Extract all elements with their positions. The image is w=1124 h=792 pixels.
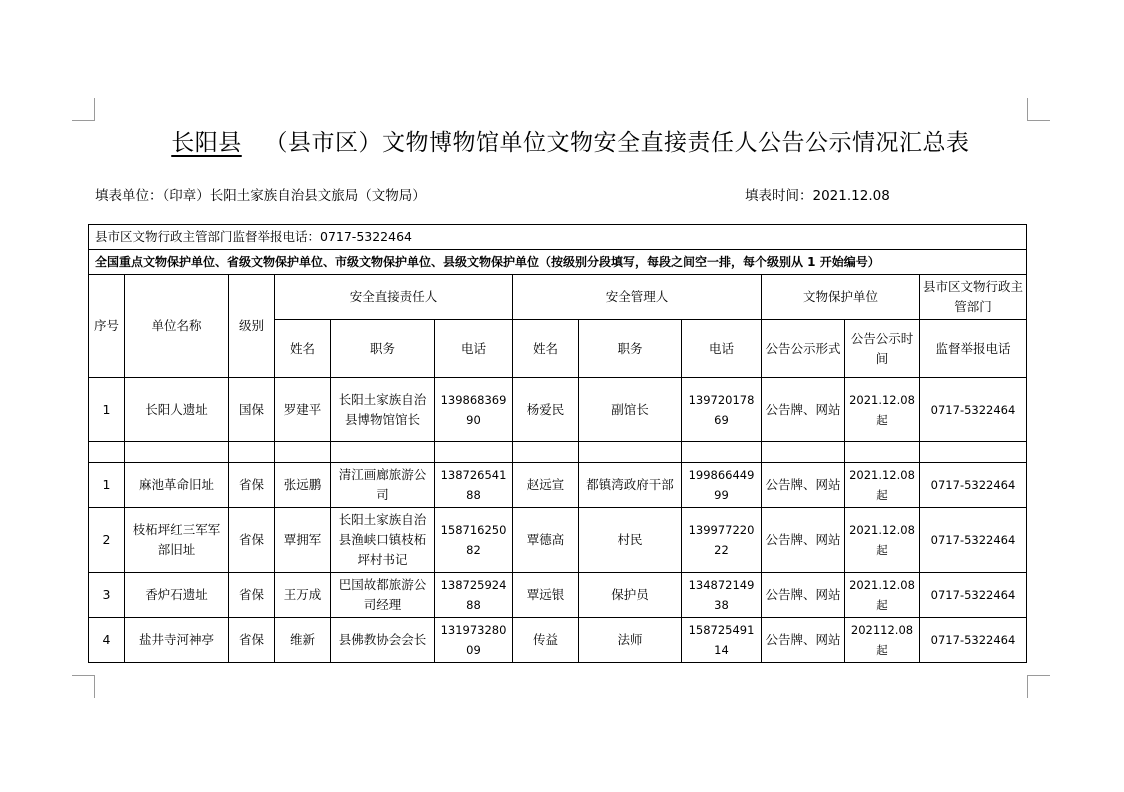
cell-seq: 1 [89, 463, 125, 508]
cell-notice-form: 公告牌、网站 [762, 508, 845, 573]
cell-unit: 盐井寺河神亭 [125, 618, 229, 663]
header-row-1 [89, 275, 1027, 320]
phone-line-row [89, 225, 1027, 250]
cell-manager-phone: 13972017869 [682, 378, 762, 442]
header-direct-person: 安全直接责任人 [275, 275, 513, 320]
spacer-row [89, 442, 1027, 463]
header-name: 姓名 [275, 320, 331, 378]
category-line: 全国重点文物保护单位、省级文物保护单位、市级文物保护单位、县级文物保护单位（按级别分段填写，每段之间空一排，每个级别从 1 开始编号） [89, 250, 1027, 275]
cell-phone: 13872654188 [435, 463, 513, 508]
cell-phone: 13197328009 [435, 618, 513, 663]
cell-level: 省保 [229, 508, 275, 573]
header-safety-manager: 安全管理人 [513, 275, 762, 320]
cell-manager-position: 副馆长 [579, 378, 682, 442]
cell-unit: 香炉石遗址 [125, 573, 229, 618]
cell-phone: 13872592488 [435, 573, 513, 618]
cell-level: 国保 [229, 378, 275, 442]
cell-manager-phone: 19986644999 [682, 463, 762, 508]
cell-manager: 杨爱民 [513, 378, 579, 442]
fill-unit: 填表单位：（印章）长阳土家族自治县文旅局（文物局） [95, 188, 426, 204]
cell-seq: 1 [89, 378, 125, 442]
cell-unit: 枝柘坪红三军军部旧址 [125, 508, 229, 573]
phone-line: 县市区文物行政主管部门监督举报电话：0717-5322464 [89, 225, 1027, 250]
cell-report-phone: 0717-5322464 [920, 618, 1027, 663]
page-corner-mark-top-left [72, 98, 95, 121]
header-unit-name: 单位名称 [125, 275, 229, 378]
cell-position: 清江画廊旅游公司 [331, 463, 435, 508]
page-corner-mark-bottom-left [72, 675, 95, 698]
cell-report-phone: 0717-5322464 [920, 378, 1027, 442]
cell-level: 省保 [229, 573, 275, 618]
header-seq: 序号 [89, 275, 125, 378]
header-phone: 电话 [435, 320, 513, 378]
cell-report-phone: 0717-5322464 [920, 508, 1027, 573]
table-row [89, 573, 1027, 618]
header-manager-phone: 电话 [682, 320, 762, 378]
header-notice-form: 公告公示形式 [762, 320, 845, 378]
cell-position: 巴国故都旅游公司经理 [331, 573, 435, 618]
cell-seq: 2 [89, 508, 125, 573]
cell-seq: 4 [89, 618, 125, 663]
table-row [89, 378, 1027, 442]
cell-manager-phone: 13487214938 [682, 573, 762, 618]
cell-person: 张远鹏 [275, 463, 331, 508]
cell-manager-phone: 13997722022 [682, 508, 762, 573]
header-dept: 县市区文物行政主管部门 [920, 275, 1027, 320]
cell-notice-form: 公告牌、网站 [762, 573, 845, 618]
cell-phone: 13986836990 [435, 378, 513, 442]
cell-notice-form: 公告牌、网站 [762, 463, 845, 508]
header-manager-position: 职务 [579, 320, 682, 378]
cell-manager-position: 村民 [579, 508, 682, 573]
cell-person: 覃拥军 [275, 508, 331, 573]
table-row [89, 508, 1027, 573]
cell-person: 罗建平 [275, 378, 331, 442]
page-title [0, 124, 1124, 157]
cell-notice-form: 公告牌、网站 [762, 618, 845, 663]
cell-manager-position: 保护员 [579, 573, 682, 618]
header-notice-time: 公告公示时间 [845, 320, 920, 378]
cell-position: 长阳土家族自治县渔峡口镇枝柘坪村书记 [331, 508, 435, 573]
header-manager-name: 姓名 [513, 320, 579, 378]
page-corner-mark-bottom-right [1027, 675, 1050, 698]
header-protected-unit: 文物保护单位 [762, 275, 920, 320]
cell-position: 县佛教协会会长 [331, 618, 435, 663]
cell-notice-time: 2021.12.08起 [845, 573, 920, 618]
cell-notice-time: 202112.08起 [845, 618, 920, 663]
cell-level: 省保 [229, 618, 275, 663]
title-county: 长阳县 [171, 130, 242, 156]
cell-phone: 15871625082 [435, 508, 513, 573]
cell-unit: 长阳人遗址 [125, 378, 229, 442]
cell-manager: 覃远银 [513, 573, 579, 618]
table-row [89, 618, 1027, 663]
header-level: 级别 [229, 275, 275, 378]
cell-manager-position: 法师 [579, 618, 682, 663]
cell-notice-time: 2021.12.08起 [845, 463, 920, 508]
cell-level: 省保 [229, 463, 275, 508]
cell-notice-time: 2021.12.08起 [845, 378, 920, 442]
cell-notice-form: 公告牌、网站 [762, 378, 845, 442]
table-row [89, 463, 1027, 508]
cell-notice-time: 2021.12.08起 [845, 508, 920, 573]
cell-manager-phone: 15872549114 [682, 618, 762, 663]
cell-manager: 覃德高 [513, 508, 579, 573]
cell-unit: 麻池革命旧址 [125, 463, 229, 508]
page-corner-mark-top-right [1027, 98, 1050, 121]
fill-time: 填表时间：2021.12.08 [745, 188, 890, 204]
cell-report-phone: 0717-5322464 [920, 573, 1027, 618]
cell-position: 长阳土家族自治县博物馆馆长 [331, 378, 435, 442]
cell-manager: 传益 [513, 618, 579, 663]
cell-report-phone: 0717-5322464 [920, 463, 1027, 508]
title-text: （县市区）文物博物馆单位文物安全直接责任人公告公示情况汇总表 [264, 130, 970, 156]
cell-manager-position: 都镇湾政府干部 [579, 463, 682, 508]
category-line-row [89, 250, 1027, 275]
cell-person: 维新 [275, 618, 331, 663]
cell-seq: 3 [89, 573, 125, 618]
cell-person: 王万成 [275, 573, 331, 618]
summary-table [88, 224, 1027, 663]
header-position: 职务 [331, 320, 435, 378]
cell-manager: 赵远宣 [513, 463, 579, 508]
header-report-phone: 监督举报电话 [920, 320, 1027, 378]
